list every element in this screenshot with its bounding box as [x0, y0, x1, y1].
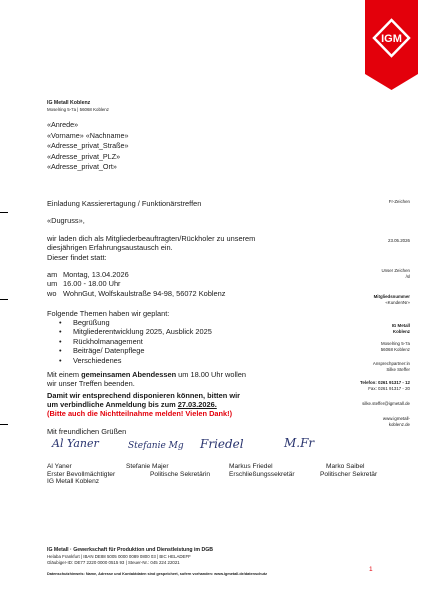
list-item: • Verschiedenes — [59, 356, 212, 365]
sender-org: IG Metall Koblenz — [47, 100, 91, 106]
recipient-line: «Vorname» «Nachname» — [47, 130, 129, 140]
punch-mark — [0, 299, 8, 300]
letter-date: 23.05.2026 — [388, 238, 410, 243]
contact-website[interactable]: www.igmetall- koblenz.de — [382, 416, 410, 427]
list-item: • Rückholmanagement — [59, 337, 212, 346]
office-address: Moselring 5-7a 56068 Koblenz — [380, 341, 410, 352]
signature-2: Stefanie Mg — [128, 441, 184, 451]
signatory-4: Marko Saibel Politischer Sekretär — [320, 463, 378, 478]
letter-salutation: «Dugruss», — [47, 216, 85, 225]
registration-plea: (Bitte auch die Nichtteilnahme melden! Vielen Dank!) — [47, 409, 233, 418]
recipient-line: «Adresse_privat_PLZ» — [47, 151, 121, 161]
topics-intro: Folgende Themen haben wir geplant: — [47, 309, 170, 318]
footer-privacy: Datenschutzhinweis: Name, Adresse und Kontaktdaten sind gespeichert, sofern vorhanden: www.igmetall.de/datenschutz — [47, 572, 267, 576]
ig-metall-logo — [359, 0, 424, 100]
letter-subject: Einladung Kassierertagung / Funktionärstreffen — [47, 199, 202, 208]
registration-paragraph: Damit wir entsprechend disponieren können, bitten wir um verbindliche Anmeldung bis zum 27.03.2026. — [47, 391, 241, 410]
signature-1: Al Yaner — [52, 437, 99, 450]
page-number: 1 — [369, 566, 373, 573]
list-item: • Mitgliederentwicklung 2025, Ausblick 2025 — [59, 327, 212, 336]
contact-email[interactable]: silke.steffer@igmetall.de — [362, 401, 410, 406]
fold-mark-bottom — [0, 424, 8, 425]
reference-block: Unser Zeichen /sl — [381, 268, 410, 279]
footer-org: IG Metall · Gewerkschaft für Produktion und Dienstleistung im DGB — [47, 547, 214, 553]
member-number-block: Mitgliedsnummer «KundenNr» — [373, 294, 410, 305]
recipient-line: «Adresse_privat_Ort» — [47, 162, 117, 172]
contact-person: Ansprechpartner:in Silke Steffer — [372, 361, 410, 372]
list-item: • Begrüßung — [59, 318, 212, 327]
svg-text:IGM: IGM — [381, 33, 402, 45]
signature-4: M.Fr — [284, 436, 315, 450]
letter-intro: wir laden dich als Mitgliederbeauftragten/Rückholer zu unserem diesjährigen Erfahrungsaustausch ein. Dieser findet statt: — [47, 234, 256, 262]
dinner-paragraph: Mit einem gemeinsamen Abendessen um 18.00 Uhr wollen wir unser Treffen beenden. — [47, 370, 246, 389]
fr-zeichen: Fr-Zeichen — [388, 199, 410, 204]
event-details: am Montag, 13.04.2026 um 16.00 - 18.00 Uhr wo WohnGut, Wolfskaulstraße 94-98, 56072 Koblenz — [47, 270, 226, 298]
signatory-1: Al Yaner Erster Bevollmächtigter IG Metall Koblenz — [47, 463, 116, 486]
recipient-address — [47, 120, 129, 173]
fold-mark-top — [0, 212, 8, 213]
signatory-3: Markus Friedel Erschließungssekretär — [229, 463, 295, 478]
signatory-2: Stefanie Majer Politische Sekretärin — [126, 463, 211, 478]
footer-bank: Helaba Frankfurt | IBAN DE88 5005 0000 0089 0800 03 | BIC HELADEFF Gläubiger-ID: DE77 2220 0000 0515 93 | Steuer-Nr.: 045 224 22021 — [47, 554, 191, 565]
recipient-line: «Adresse_privat_Straße» — [47, 141, 129, 151]
signature-3: Friedel — [200, 437, 244, 451]
office-block: IG Metall Koblenz — [391, 323, 410, 334]
recipient-line: «Anrede» — [47, 120, 79, 129]
letter-closing: Mit freundlichen Grüßen — [47, 427, 127, 436]
sender-address: Moselring 5-7a | 56068 Koblenz — [47, 107, 109, 112]
contact-phone-fax: Telefon: 0261 91317 - 12 Fax: 0261 91317 - 20 — [360, 380, 410, 391]
topics-list — [47, 318, 212, 365]
list-item: • Beiträge/ Datenpflege — [59, 346, 212, 355]
